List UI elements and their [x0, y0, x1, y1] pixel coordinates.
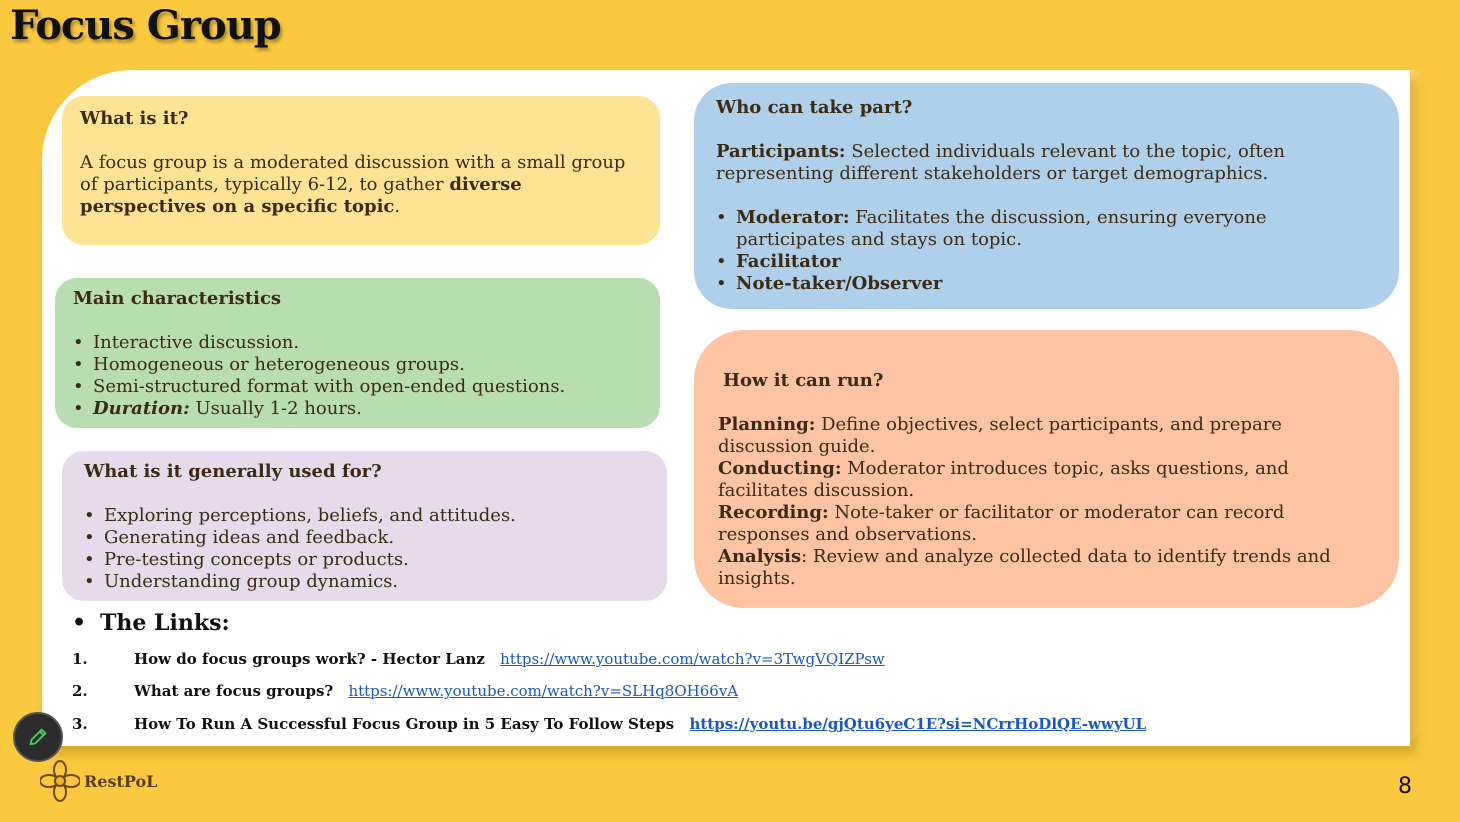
list-item: • Moderator: Facilitates the discussion, ensuring everyone participates and stays on topic. [716, 207, 1377, 251]
restpol-logo [40, 760, 157, 802]
page-number: 8 [1398, 774, 1412, 799]
link-row: 3. How To Run A Successful Focus Group in 5 Easy To Follow Steps https://youtu.be/gjQtu6yeC1E?si=NCrrHoDlQE-wwyUL [72, 715, 1147, 733]
used-for-box [62, 451, 667, 601]
edit-button[interactable] [13, 712, 63, 762]
main-characteristics-box [55, 278, 660, 428]
step-recording: Recording: Note-taker or facilitator or moderator can record responses and observations. [718, 502, 1285, 545]
list-item: • Facilitator [716, 251, 1377, 273]
link-title: How do focus groups work? - Hector Lanz [134, 650, 485, 668]
youtube-link[interactable]: https://www.youtube.com/watch?v=SLHq8OH66vA [348, 682, 739, 700]
used-heading: What is it generally used for? [84, 461, 382, 482]
step-analysis: Analysis: Review and analyze collected data to identify trends and insights. [718, 546, 1331, 589]
links-heading: • The Links: [72, 610, 230, 636]
what-heading: What is it? [80, 108, 189, 129]
youtube-link[interactable]: https://youtu.be/gjQtu6yeC1E?si=NCrrHoDlQE-wwyUL [689, 715, 1147, 733]
participants-text: Participants: Selected individuals relevant to the topic, often representing different stakeholders or target demographics. [716, 141, 1285, 184]
pencil-icon [27, 726, 49, 748]
link-title: How To Run A Successful Focus Group in 5 Easy To Follow Steps [134, 715, 675, 733]
who-heading: Who can take part? [716, 97, 913, 118]
page-title: Focus Group [10, 2, 281, 49]
list-item: • Understanding group dynamics. [84, 571, 645, 593]
link-row: 1. How do focus groups work? - Hector Lanz https://www.youtube.com/watch?v=3TwgVQIZPsw [72, 650, 885, 668]
list-item: • Pre-testing concepts or products. [84, 549, 645, 571]
step-planning: Planning: Define objectives, select participants, and prepare discussion guide. [718, 414, 1282, 457]
list-item: • Interactive discussion. [73, 332, 642, 354]
link-row: 2. What are focus groups? https://www.youtube.com/watch?v=SLHq8OH66vA [72, 682, 739, 700]
flower-logo-icon [40, 760, 80, 802]
how-it-can-run-box [694, 330, 1399, 608]
link-title: What are focus groups? [134, 682, 334, 700]
step-conducting: Conducting: Moderator introduces topic, asks questions, and facilitates discussion. [718, 458, 1289, 501]
list-item: • Semi-structured format with open-ended questions. [73, 376, 642, 398]
who-can-take-part-box [694, 83, 1399, 309]
list-item: • Note-taker/Observer [716, 273, 1377, 295]
how-heading: How it can run? [723, 370, 884, 391]
youtube-link[interactable]: https://www.youtube.com/watch?v=3TwgVQIZPsw [500, 650, 885, 668]
list-item: • Homogeneous or heterogeneous groups. [73, 354, 642, 376]
list-item: • Exploring perceptions, beliefs, and attitudes. [84, 505, 645, 527]
what-text: A focus group is a moderated discussion with a small group of participants, typically 6-12, to gather diverse perspectives on a specific topic. [80, 152, 626, 217]
list-item: • Generating ideas and feedback. [84, 527, 645, 549]
logo-text: RestPoL [84, 771, 158, 791]
main-heading: Main characteristics [73, 288, 282, 309]
list-item: • Duration: Usually 1-2 hours. [73, 398, 642, 420]
what-is-it-box [62, 96, 660, 245]
